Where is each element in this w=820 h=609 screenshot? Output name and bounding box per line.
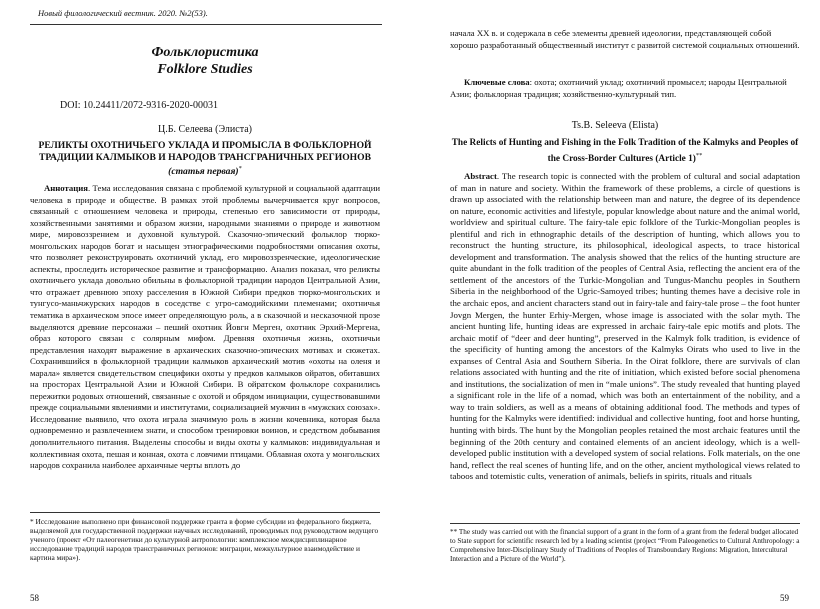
article-title-ru (30, 140, 380, 178)
footnote-en: ** The study was carried out with the financial support of a grant in the form of a grant from the federal budget allocated to State support for scientific research led by a leading scientist (project “From Paleogenetics to Cultural Anthropology: a Comprehensive Inter-Disciplinary Study of Traditions of Peoples of Transboundary Regions: Migration, Intercultural Interaction and a Picture of the World”). (450, 528, 800, 563)
abstract-ru-continuation: начала XX в. и содержала в себе элементы древней идеологии, представляющей собой хорошо разработанный общественный институт с развитой системой социальных отношений. (450, 28, 800, 50)
keywords-text: : охота; охотничий уклад; охотничий промысел; народы Центральной Азии; фольклорная традиция; хозяйственно-культурный тип. (450, 77, 787, 99)
footnote-rule-right (450, 523, 800, 524)
header-rule (30, 24, 382, 25)
abstract-ru (30, 183, 380, 472)
right-page (410, 0, 820, 609)
title-ru-footnote-mark: * (238, 165, 242, 172)
title-ru-main: РЕЛИКТЫ ОХОТНИЧЬЕГО УКЛАДА И ПРОМЫСЛА В ФОЛЬКЛОРНОЙ ТРАДИЦИИ КАЛМЫКОВ И НАРОДОВ ТРАНСГРАНИЧНЫХ РЕГИОНОВ (38, 140, 372, 163)
abstract-en-label: Abstract (464, 171, 497, 181)
abstract-ru-label: Аннотация (44, 183, 88, 193)
section-rubric-en: Folklore Studies (157, 62, 253, 77)
title-ru-sub: (статья первая) (168, 166, 239, 178)
title-en-footnote-mark: ** (695, 151, 703, 159)
doi: DOI: 10.24411/2072-9316-2020-00031 (60, 100, 218, 111)
abstract-en (450, 171, 800, 483)
keywords-ru (450, 77, 800, 100)
title-en-text: The Relicts of Hunting and Fishing in the Folk Tradition of the Kalmyks and Peoples of the Cross-Border Cultures (Article 1) (451, 138, 799, 164)
abstract-ru-text: . Тема исследования связана с проблемой культурной и социальной адаптации человека в природе и обществе. В рамках этой проблемы вычерчивается круг вопросов, связанный с отношением человека и природы, степенью его зависимости от природы, хозяйственными занятиями и образом жизни, народными знаниями о природе и животном мире, мировоззрением и духовной культурой. Сказочно-эпический фольклор тюрко-монгольских народов богат и насыщен этнографическими подробностями описания охоты, что позволяет реконструировать охотничий уклад, его мировоззренческие, идеологические аспекты, проследить историческое развитие и трансформацию. Анализ показал, что реликты охотничьего уклада довольно обильны в фольклорной традиции народов Центральной Азии, что отражает древнюю эпоху расселения в Южной Сибири предков тюрко-монгольских и тунгусо-маньчжурских народов в соседстве с угро-самодийскими племенами; охотничья тематика в архаическом эпосе имеет определяющую роль, а в сказочной и несказочной прозе выделяются древние персонажи – пеший охотник Йовгн Мерген, охотник Эрхий-Мергена, образ которого связан с солярным мифом. Древняя охотничья жизнь, охотничьи представления находят выражение в архаических сказочно-эпических мотивах и сюжетах. Сохранившийся в фольклорной традиции калмыков архаический мотив «охоты на оленя и марала» является свидетельством специфики охоты у предков калмыков ойратов, обитавших на просторах Центральной Азии и Южной Сибири. В ойратском фольклоре сохранились пережитки родовых отношений, связанные с охотой и обрядом инициации, существовавшими прежде социальными явлениями и институтами, социализацией мужчин в «мужских союзах». Исследование выявило, что охота играла значимую роль в жизни кочевника, которая была одновременно и развлечением знати, и способом тренировки воинов, и средством добывания дополнительного питания. Выделены способы и виды охоты у калмыков: индивидуальная и коллективная охота, пешая и конная, охота с ловчими птицами. Облавная охота у монгольских народов сохранила наиболее архаичные черты вплоть до (30, 183, 380, 471)
page-number-right: 59 (780, 593, 789, 603)
page-number-left: 58 (30, 593, 39, 603)
author-ru: Ц.Б. Селеева (Элиста) (158, 124, 252, 135)
author-en: Ts.B. Seleeva (Elista) (571, 120, 659, 131)
article-title-en (450, 138, 800, 165)
journal-header: Новый филологический вестник. 2020. №2(53). (38, 8, 208, 18)
keywords-label: Ключевые слова (464, 77, 530, 87)
footnote-ru: * Исследование выполнено при финансовой поддержке гранта в форме субсидии из федерального бюджета, выделяемой для государственной поддержки научных исследований, проводимых под руководством ведущего ученого (проект «От палеогенетики до культурной антропологии: комплексное междисциплинарное исследование традиций народов трансграничных регионов: миграции, межкультурное взаимодействие и картина мира»). (30, 517, 379, 563)
abstract-en-text: . The research topic is connected with the problem of cultural and social adaptation of man in nature and society. Within the framework of these problems, a circle of questions is drawn up associated with the relationship between man and nature, the degree of its dependence on nature, economic activities and lifestyle, popular knowledge about nature and the animal world, worldview and spiritual culture. The fairy-tale epic folklore of the Turkic-Mongolian peoples is plentiful and rich in ethnographic details of the description of hunting, which allows you to reconstruct the hunting structure, its philosophical, ideological aspects, to trace historical development and transformation. The analysis showed that the relics of the hunting structure are quite abundant in the folk tradition of the peoples of Central Asia, reflecting the ancient era of the settlement of the ancestors of the Turkic-Mongolian and Tungus-Manchu peoples in Southern Siberia in the neighborhood of the Ugric-Samoyed tribes; hunting themes have a decisive role in the archaic epos, and ancient characters stand out in fairy-tale and fairy-tale prose – the foot hunter Jovgn Mergen, the hunter Erhiy-Mergen, whose image is associated with the solar myth. The ancient hunting life, hunting ideas are expressed in archaic fairy-tale epic motifs and plots. The archaic motif of “deer and deer hunting”, preserved in the Kalmyk folk tradition, is evidence of the specificity of hunting among the ancestors of the Kalmyks Oirats who used to live in the expanses of Central Asia and Southern Siberia. In the Oirat folklore, there are survivals of clan relations associated with hunting and the rite of initiation, which existed before social phenomena and institutions, the socialization of men in “male unions”. The study revealed that hunting played a significant role in the life of a nomad, which was both an entertainment of the nobility, and a way to train soldiers, as well as a means of obtaining additional food. The methods and types of hunting for the Kalmyks were identified: individual and collective hunting, foot and horse hunting, hunting with birds. The hunt by the Mongolian peoples retained the most archaic features until the beginning of the 20th century and contained elements of an ancient ideology, which is a well-developed public institution with a developed system of social relations. Folk materials, on the one hand, reflect the real scenes of hunting life, and on the other, ancient mythological views related to taboos and totemistic cults, veneration of animals, beliefs in spirits, rituals and rituals (450, 171, 800, 482)
footnote-rule (30, 512, 380, 513)
section-rubric-ru: Фольклористика (151, 45, 259, 60)
